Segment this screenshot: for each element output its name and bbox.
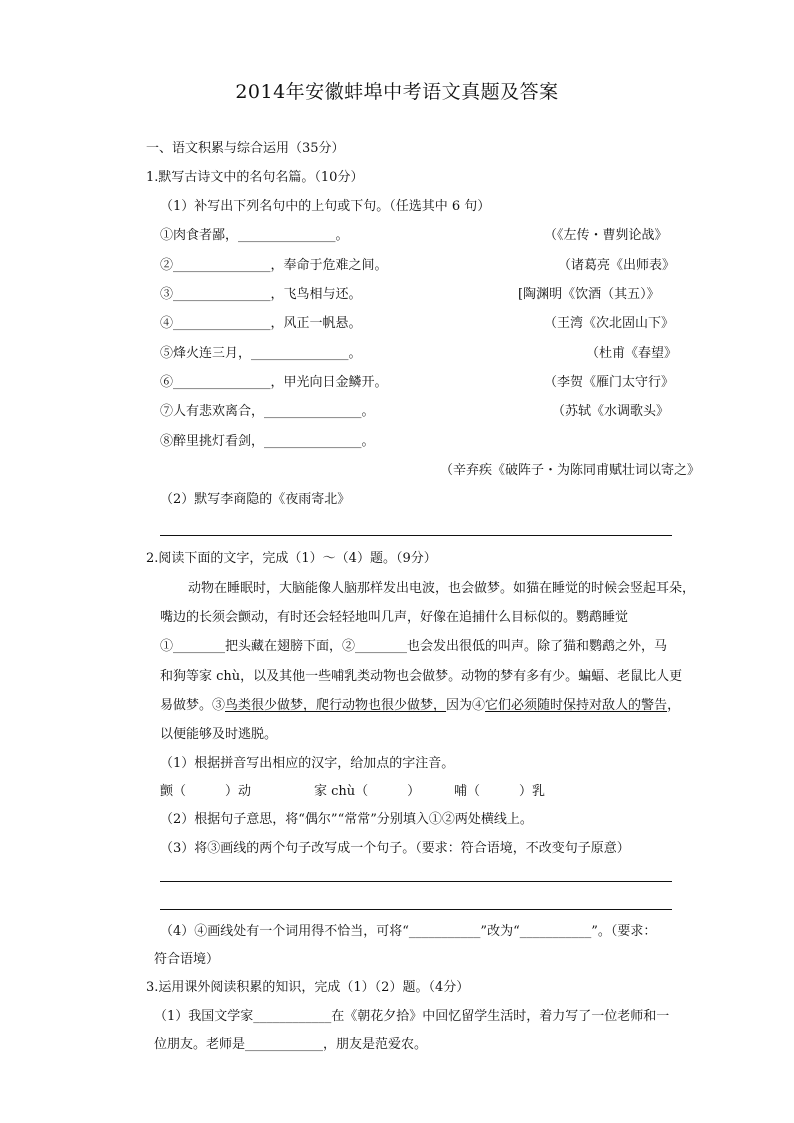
q1-item-8: ⑧醉里挑灯看剑，_______________。 xyxy=(160,434,375,449)
q1-sub1: （1）补写出下列名句中的上句或下句。（任选其中 6 句） xyxy=(160,199,491,214)
q1-source-4: （王湾《次北固山下》 xyxy=(544,316,675,331)
answer-line xyxy=(160,909,672,910)
q1-source-8: （辛弃疾《破阵子・为陈同甫赋壮词以寄之》 xyxy=(440,463,701,478)
q2-sub1: （1）根据拼音写出相应的汉字，给加点的字注音。 xyxy=(160,756,455,771)
underlined-sentence-3: 鸟类很少做梦，爬行动物也很少做梦， xyxy=(225,698,447,713)
q1-source-1: （《左传・曹刿论战》 xyxy=(544,228,668,243)
q1-source-7: （苏轼《水调歌头》 xyxy=(552,404,670,419)
q2-sub4-line-2: 符合语境） xyxy=(154,952,220,967)
q1-source-2: （诸葛亮《出师表》 xyxy=(558,258,676,273)
q2-heading: 2.阅读下面的文字，完成（1）～（4）题。（9分） xyxy=(146,551,437,566)
q1-source-6: （李贺《雁门太守行》 xyxy=(544,375,675,390)
q1-item-6: ⑥_______________，甲光向日金鳞开。 xyxy=(160,375,388,390)
q2-text: 易做梦。③ xyxy=(160,698,226,713)
q1-item-5: ⑤烽火连三月，_______________。 xyxy=(160,346,362,361)
q3-line-2: 位朋友。老师是____________，朋友是范爱农。 xyxy=(154,1037,428,1052)
section-heading: 一、语文积累与综合运用（35分） xyxy=(146,141,345,156)
q1-sub2: （2）默写李商隐的《夜雨寄北》 xyxy=(160,492,351,507)
q2-sub3: （3）将③画线的两个句子改写成一个句子。（要求：符合语境，不改变句子原意） xyxy=(160,841,630,856)
q3-line-1: （1）我国文学家____________在《朝花夕拾》中回忆留学生活时，着力写了一位老师和一 xyxy=(154,1009,670,1024)
page-title: 2014年安徽蚌埠中考语文真题及答案 xyxy=(235,81,559,103)
q2-blank-b: 家 chù（ ） xyxy=(314,784,421,799)
q2-paragraph-line-1: 动物在睡眠时，大脑能像人脑那样发出电波，也会做梦。如猫在睡觉的时候会竖起耳朵， xyxy=(188,581,696,596)
q1-item-2: ②_______________，奉命于危难之间。 xyxy=(160,258,388,273)
q1-source-3: [陶渊明《饮酒（其五）》 xyxy=(518,287,660,302)
q1-item-7: ⑦人有悲欢离合，_______________。 xyxy=(160,404,375,419)
q1-heading: 1.默写古诗文中的名句名篇。（10分） xyxy=(146,170,364,185)
q2-text: ， xyxy=(667,698,681,713)
q1-source-5: （杜甫《春望》 xyxy=(586,346,678,361)
q2-sub4-line-1: （4）④画线处有一个词用得不恰当，可将“___________”改为“___________”。（要求： xyxy=(160,924,657,939)
q2-paragraph-line-6: 以便能够及时逃脱。 xyxy=(160,727,278,742)
answer-line xyxy=(160,881,672,882)
q1-item-4: ④_______________，风正一帆悬。 xyxy=(160,316,362,331)
q2-sub2: （2）根据句子意思，将“偶尔”“常常”分别填入①②两处横线上。 xyxy=(160,812,533,827)
q2-paragraph-line-3: ①________把头藏在翅膀下面，②________也会发出很低的叫声。除了猫和鹦鹉之外，马 xyxy=(160,639,668,654)
q1-item-1: ①肉食者鄙，_______________。 xyxy=(160,228,349,243)
q1-item-3: ③_______________，飞鸟相与还。 xyxy=(160,287,362,302)
underlined-sentence-4: 它们必须随时保持对敌人的警告 xyxy=(485,698,668,713)
q2-blank-c: 哺（ ）乳 xyxy=(454,784,546,799)
q3-heading: 3.运用课外阅读积累的知识，完成（1）（2）题。（4分） xyxy=(146,980,470,995)
q2-paragraph-line-2: 嘴边的长须会颤动，有时还会轻轻地叫几声，好像在追捕什么目标似的。鹦鹉睡觉 xyxy=(160,610,629,625)
answer-line xyxy=(160,535,672,536)
q2-paragraph-line-4: 和狗等家 chù，以及其他一些哺乳类动物也会做梦。动物的梦有多有少。蝙蝠、老鼠比人更 xyxy=(160,669,683,684)
q2-paragraph-line-5 xyxy=(160,697,680,715)
q2-blank-a: 颤（ ）动 xyxy=(160,784,252,799)
q2-text: 因为④ xyxy=(446,698,486,713)
